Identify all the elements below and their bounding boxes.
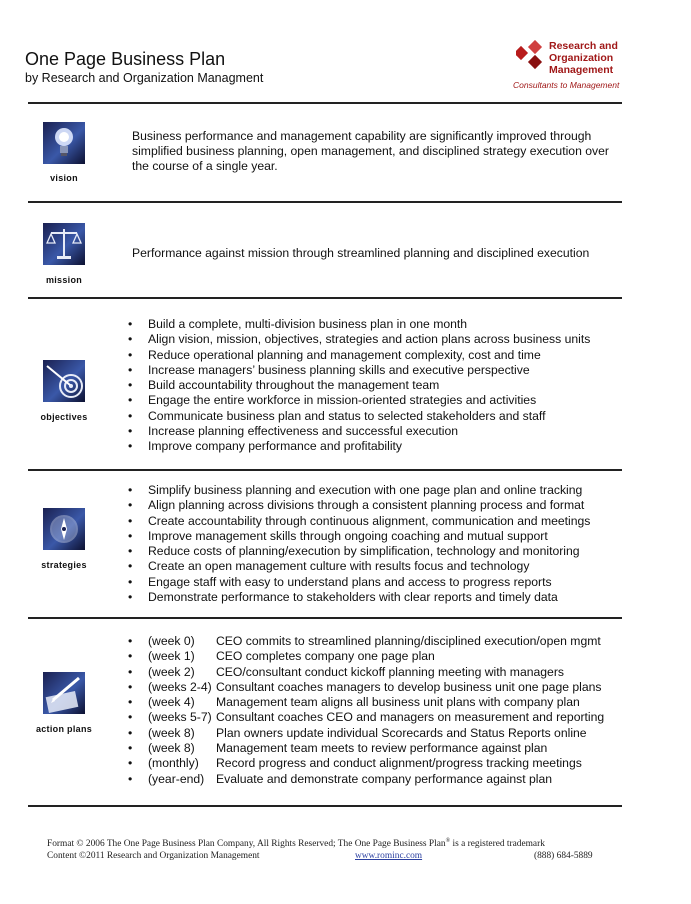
list-item: • Demonstrate performance to stakeholders with clear reports and timely data	[128, 590, 590, 605]
list-item: • (week 8) Plan owners update individual Scorecards and Status Reports online	[128, 726, 604, 741]
list-item: • Reduce operational planning and management complexity, cost and time	[128, 348, 590, 363]
list-item: • (year-end) Evaluate and demonstrate company performance against plan	[128, 772, 604, 787]
footer-content: Content ©2011 Research and Organization Management www.rominc.com (888) 684-5889	[47, 851, 593, 861]
website-link[interactable]: www.rominc.com	[355, 851, 423, 861]
list-item: • Increase managers’ business planning skills and executive perspective	[128, 363, 590, 378]
list-item: • (week 2) CEO/consultant conduct kickoff planning meeting with managers	[128, 665, 604, 680]
logo-tagline: Consultants to Management	[513, 80, 620, 90]
list-item: • Align planning across divisions through a consistent planning process and format	[128, 498, 590, 513]
list-item: • Create an open management culture with results focus and technology	[128, 559, 590, 574]
list-item: • (week 0) CEO commits to streamlined planning/disciplined execution/open mgmt	[128, 634, 604, 649]
list-item: • (week 1) CEO completes company one page plan	[128, 649, 604, 664]
section-divider	[28, 297, 622, 299]
list-item: • (monthly) Record progress and conduct alignment/progress tracking meetings	[128, 756, 604, 771]
section-divider	[28, 469, 622, 471]
list-item: • (weeks 5-7) Consultant coaches CEO and managers on measurement and reporting	[128, 710, 604, 725]
compass-icon	[43, 508, 85, 550]
header-divider	[28, 102, 622, 104]
action-plans-list	[128, 634, 604, 787]
action-plans-label: action plans	[35, 724, 93, 734]
objectives-label: objectives	[40, 412, 88, 422]
logo-mark-icon	[516, 40, 546, 72]
list-item: • Build accountability throughout the management team	[128, 378, 590, 393]
list-item: • (week 8) Management team meets to review performance against plan	[128, 741, 604, 756]
vision-label: vision	[50, 173, 78, 183]
phone-number: (888) 684-5889	[534, 851, 593, 861]
section-divider	[28, 617, 622, 619]
mission-text: Performance against mission through streamlined planning and disciplined execution	[132, 246, 590, 260]
list-item: • Increase planning effectiveness and successful execution	[128, 424, 590, 439]
mission-label: mission	[45, 275, 83, 285]
page-subtitle: by Research and Organization Managment	[25, 71, 264, 85]
list-item: • Create accountability through continuous alignment, communication and meetings	[128, 514, 590, 529]
list-item: • Improve company performance and profitability	[128, 439, 590, 454]
list-item: • (week 4) Management team aligns all business unit plans with company plan	[128, 695, 604, 710]
list-item: • Reduce costs of planning/execution by simplification, technology and monitoring	[128, 544, 590, 559]
section-divider	[28, 805, 622, 807]
logo-name: Research and Organization Management	[549, 40, 618, 76]
scales-icon	[43, 223, 85, 265]
section-divider	[28, 201, 622, 203]
lightbulb-icon	[43, 122, 85, 164]
list-item: • Engage staff with easy to understand plans and access to progress reports	[128, 575, 590, 590]
list-item: • Align vision, mission, objectives, strategies and action plans across business units	[128, 332, 590, 347]
list-item: • Engage the entire workforce in mission-oriented strategies and activities	[128, 393, 590, 408]
company-logo	[513, 40, 646, 92]
strategies-list	[128, 483, 590, 605]
list-item: • Communicate business plan and status to selected stakeholders and staff	[128, 409, 590, 424]
list-item: • (weeks 2-4) Consultant coaches managers to develop business unit one page plans	[128, 680, 604, 695]
page-title: One Page Business Plan	[25, 49, 226, 69]
strategies-label: strategies	[41, 560, 87, 570]
list-item: • Simplify business planning and execution with one page plan and online tracking	[128, 483, 590, 498]
vision-text: Business performance and management capability are significantly improved through simplified business planning, open management, and disciplined strategy execution over the course of a single year.	[132, 129, 609, 173]
list-item: • Build a complete, multi-division business plan in one month	[128, 317, 590, 332]
footer-copyright: Format © 2006 The One Page Business Plan Company, All Rights Reserved; The One Page Business Plan® is a registered trademark	[47, 838, 545, 850]
target-icon	[43, 360, 85, 402]
pen-writing-icon	[43, 672, 85, 714]
list-item: • Improve management skills through ongoing coaching and mutual support	[128, 529, 590, 544]
objectives-list	[128, 317, 590, 455]
